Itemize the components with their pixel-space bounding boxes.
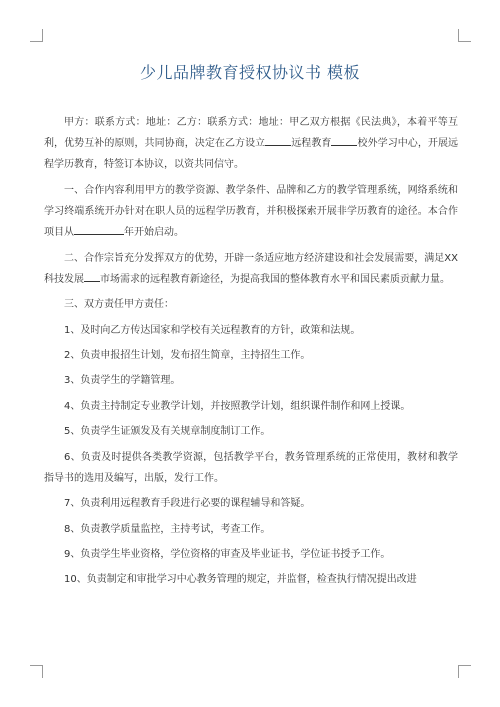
paragraph-item-4: 4、负责主持制定专业教学计划，并按照教学计划，组织课件制作和网上授课。 bbox=[64, 400, 411, 412]
fill-in-blank[interactable] bbox=[74, 224, 124, 235]
paragraph-cooperation-content bbox=[44, 180, 458, 244]
paragraph-item-9: 9、负责学生毕业资格，学位资格的审查及毕业证书，学位证书授予工作。 bbox=[64, 548, 391, 560]
paragraph-item-1: 1、及时向乙方传达国家和学校有关远程教育的方针，政策和法规。 bbox=[64, 324, 361, 336]
paragraph-responsibilities-heading: 三、双方责任甲方责任： bbox=[64, 299, 174, 311]
paragraph-item-8: 8、负责教学质量监控，主持考试，考查工作。 bbox=[64, 523, 271, 535]
text-segment: 一、合作内容利用甲方的教学资源、教学条件、品牌和乙方的教学管理系统，网络系统和学习终端系统开办针对在职人员的远程学历教育，并积极探索开展非学历教育的途径。本合作项目从 bbox=[44, 184, 458, 239]
text-segment: 市场需求的远程教育新途径，为提高我国的整体教育水平和国民素质贡献力量。 bbox=[100, 273, 450, 285]
paragraph-cooperation-purpose bbox=[44, 248, 458, 290]
crop-mark-top-left bbox=[30, 29, 43, 42]
crop-mark-top-right bbox=[458, 29, 471, 42]
fill-in-blank[interactable] bbox=[265, 135, 291, 146]
crop-mark-bottom-right bbox=[458, 665, 471, 678]
paragraph-parties bbox=[44, 112, 458, 176]
text-segment: 二、合作宗旨充分发挥双方的优势，开辟一条适应地方经济建设和社会发展需要，满足XX科技发展 bbox=[44, 252, 458, 285]
paragraph-item-7: 7、负责利用远程教育手段进行必要的课程辅导和答疑。 bbox=[64, 498, 311, 510]
text-segment: 远程教育 bbox=[291, 138, 332, 150]
paragraph-item-3: 3、负责学生的学籍管理。 bbox=[64, 375, 181, 387]
crop-mark-bottom-left bbox=[30, 665, 43, 678]
fill-in-blank[interactable] bbox=[84, 271, 100, 282]
document-body bbox=[44, 112, 458, 595]
text-segment: 校外学习中心，开展远程学历教育，特签订本协议，以资共同信守。 bbox=[44, 138, 459, 171]
paragraph-item-10: 10、负责制定和审批学习中心教务管理的规定，并监督，检查执行情况提出改进 bbox=[64, 574, 417, 586]
fill-in-blank[interactable] bbox=[331, 135, 357, 146]
document-title: 少儿品牌教育授权协议书 模板 bbox=[139, 63, 361, 82]
text-segment: 年开始启动。 bbox=[124, 227, 184, 239]
paragraph-item-5: 5、负责学生证颁发及有关规章制度制订工作。 bbox=[64, 426, 271, 438]
paragraph-item-6: 6、负责及时提供各类教学资源，包括教学平台，教务管理系统的正常使用，教材和教学指导书的选用及编写，出版，发行工作。 bbox=[44, 451, 458, 484]
text-segment: 甲方：联系方式：地址：乙方：联系方式：地址：甲乙双方根据《民法典》，本着平等互利，优势互补的原则，共同协商，决定在乙方设立 bbox=[44, 117, 458, 150]
paragraph-item-2: 2、负责申报招生计划，发布招生简章，主持招生工作。 bbox=[64, 349, 311, 361]
